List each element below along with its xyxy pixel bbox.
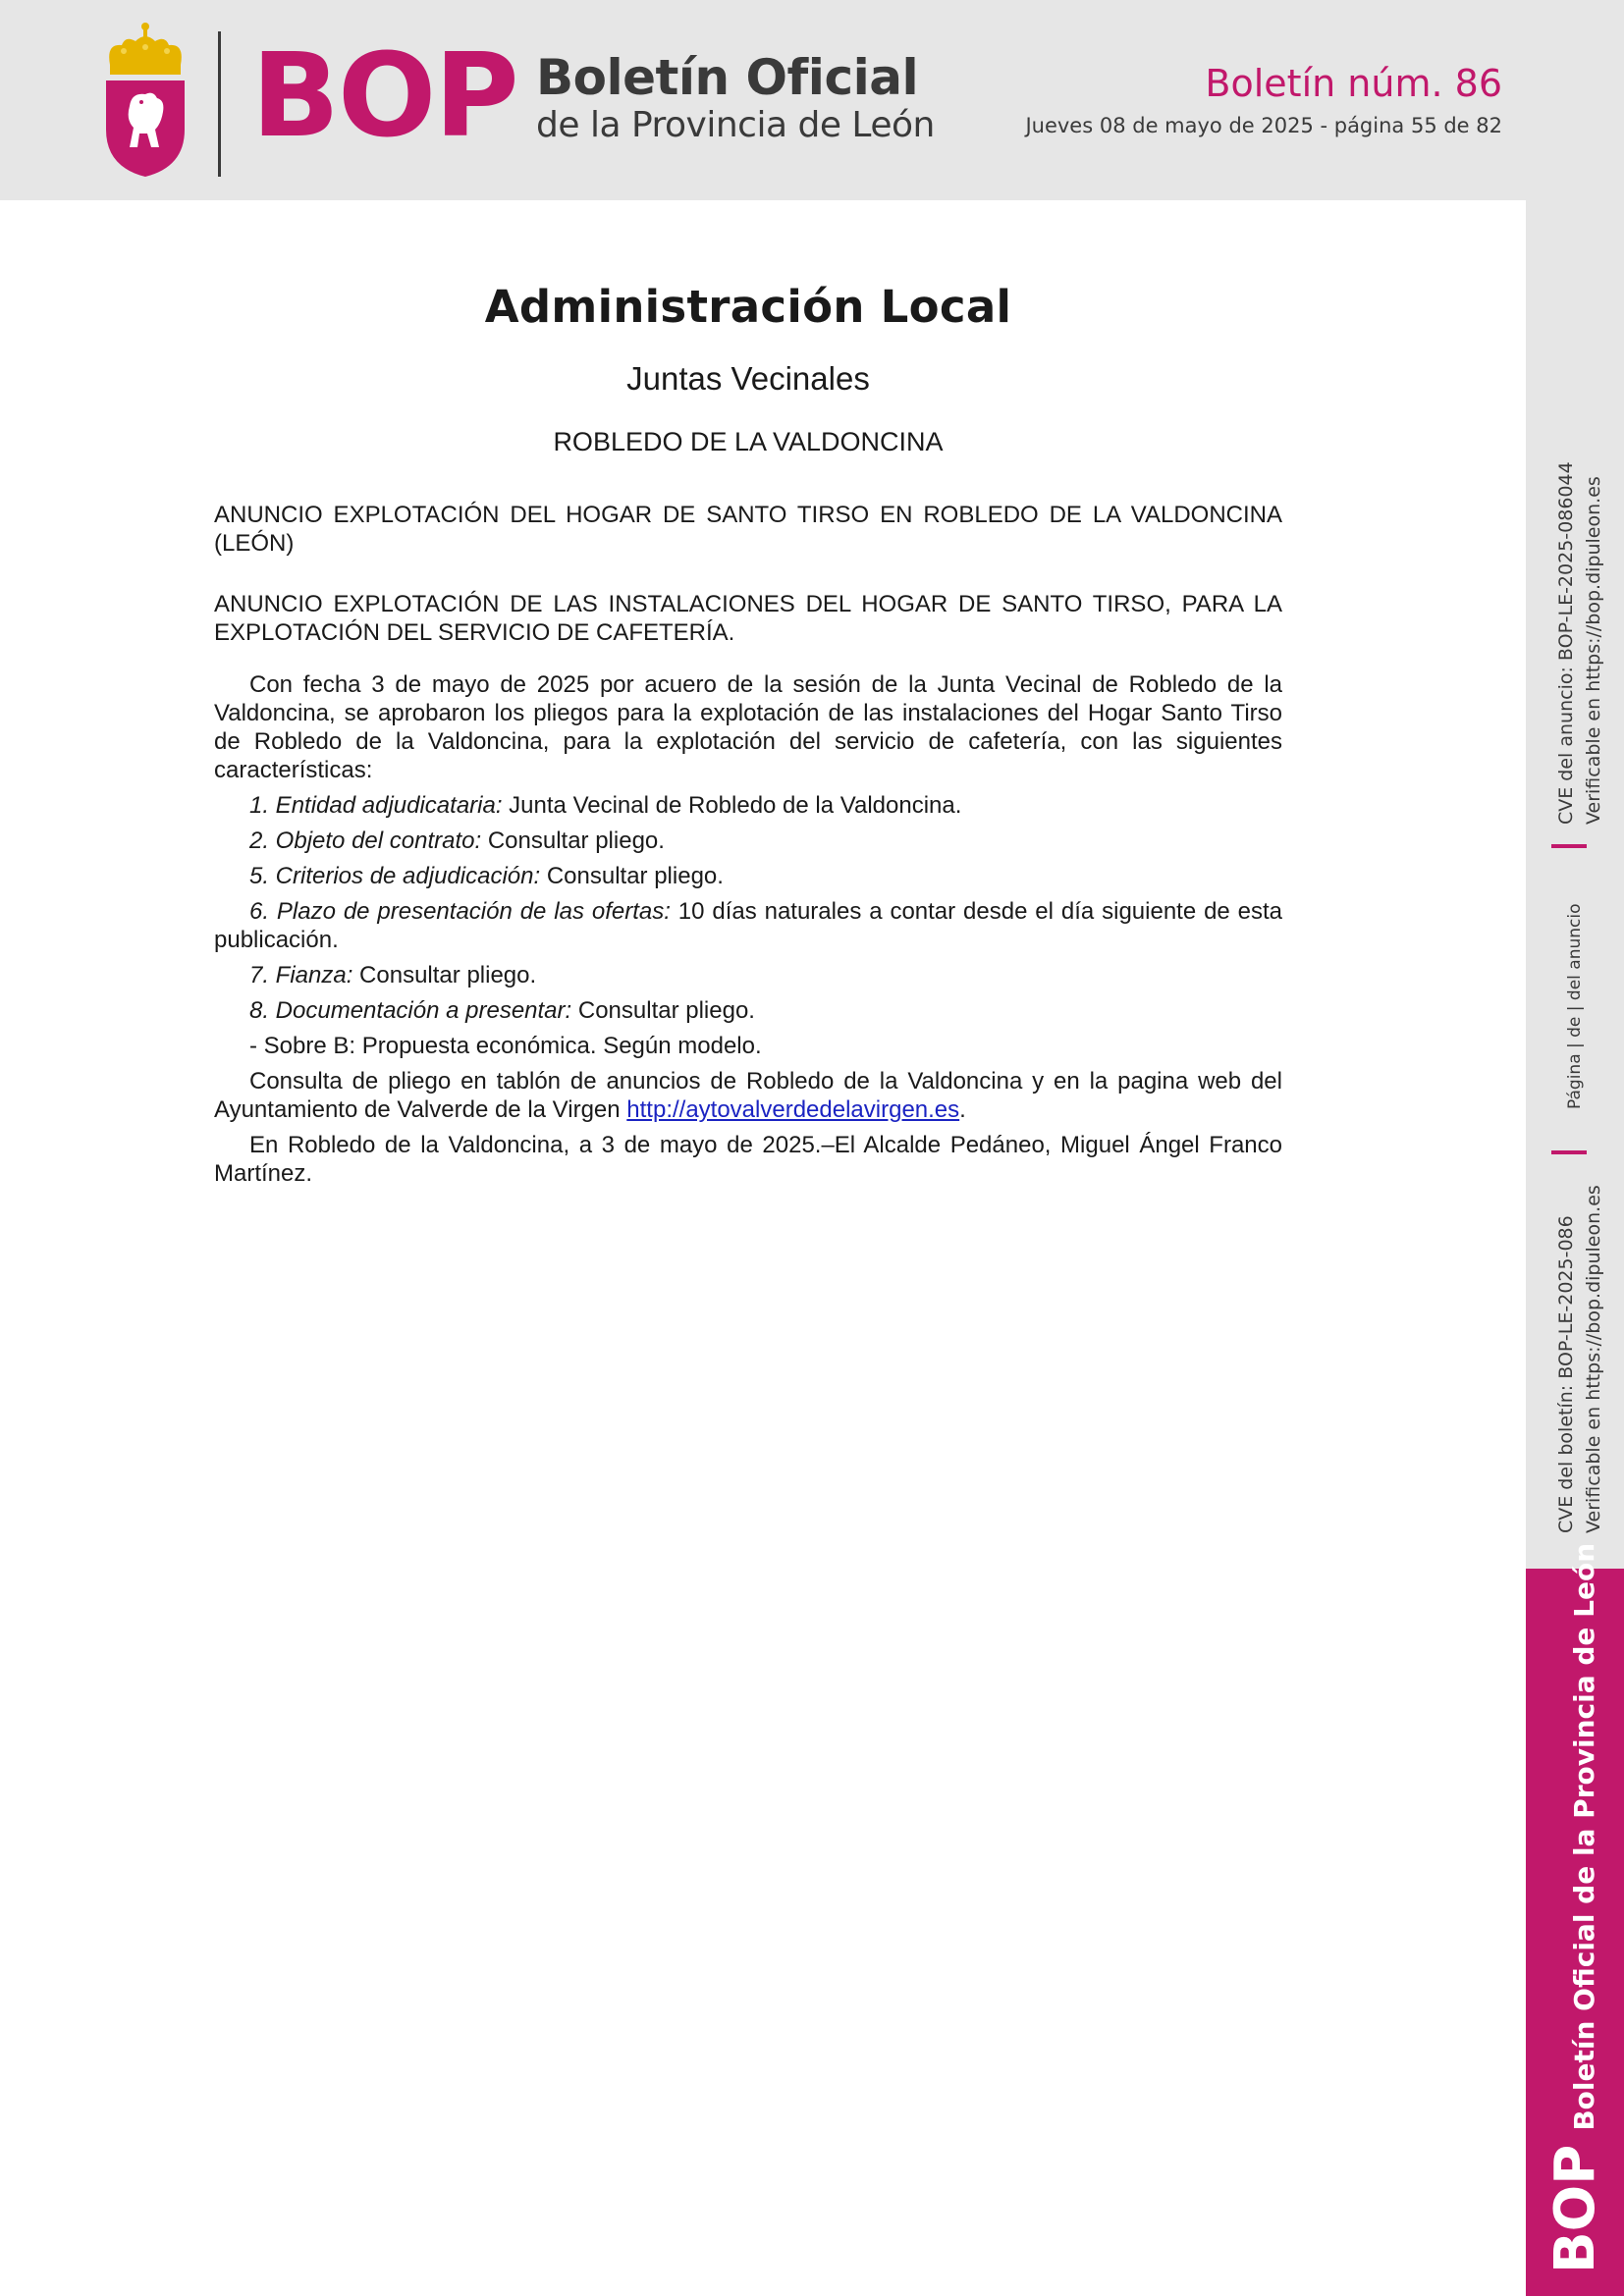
verification-url-2: Verificable en https://bop.dipuleon.es [1583, 1185, 1604, 1533]
consulta-text: Consulta de pliego en tablón de anuncios de Robledo de la Valdoncina y en la pagina web del Ayuntamiento de Valverde de la Virgen [214, 1068, 1282, 1123]
sobre-b-line: - Sobre B: Propuesta económica. Según modelo. [249, 1033, 762, 1059]
page-indicator: Página | de | del anuncio [1565, 903, 1585, 1109]
side-divider [1551, 1150, 1587, 1154]
bop-logo: BOP [251, 27, 517, 163]
subsection-title: Juntas Vecinales [626, 360, 870, 397]
cve-anuncio: CVE del anuncio: BOP-LE-2025-086044 [1555, 461, 1577, 825]
item-label: 5. Criterios de adjudicación: [249, 863, 541, 889]
item-value: 10 días naturales a contar desde el día siguiente de esta publicación. [214, 898, 1283, 953]
ayuntamiento-link[interactable]: http://aytovalverdedelavirgen.es [626, 1096, 960, 1123]
issue-number: Boletín núm. 86 [1205, 62, 1502, 105]
side-divider [1551, 844, 1587, 848]
list-item [214, 996, 1282, 1025]
item-label: 8. Documentación a presentar: [249, 997, 572, 1024]
bulletin-title: Boletín Oficial [536, 49, 919, 106]
announcement-subheading: ANUNCIO EXPLOTACIÓN DE LAS INSTALACIONES DEL HOGAR DE SANTO TIRSO, PARA LA EXPLOTACIÓN DEL SERVICIO DE CAFETERÍA. [214, 591, 1282, 646]
intro-paragraph: Con fecha 3 de mayo de 2025 por acuero de la sesión de la Junta Vecinal de Robledo de la Valdoncina, se aprobaron los pliegos para la explotación de las instalaciones del Hogar Santo Tirso de Robledo de la Valdoncina, para la explotación del servicio de cafetería, con las siguientes características: [214, 671, 1282, 783]
header-divider [218, 31, 221, 177]
entity-name: ROBLEDO DE LA VALDONCINA [553, 427, 944, 456]
list-item [214, 862, 1282, 890]
item-label: 6. Plazo de presentación de las ofertas: [249, 898, 671, 925]
list-item [214, 897, 1282, 954]
list-item [214, 791, 1282, 820]
item-value: Junta Vecinal de Robledo de la Valdoncina. [502, 792, 962, 819]
list-item [214, 827, 1282, 855]
list-item [214, 961, 1282, 989]
item-value: Consultar pliego. [571, 997, 755, 1024]
issue-date: Jueves 08 de mayo de 2025 - página 55 de 82 [1025, 114, 1502, 137]
signature-paragraph: En Robledo de la Valdoncina, a 3 de mayo de 2025.–El Alcalde Pedáneo, Miguel Ángel Franco Martínez. [214, 1132, 1282, 1187]
announcement-heading: ANUNCIO EXPLOTACIÓN DEL HOGAR DE SANTO TIRSO EN ROBLEDO DE LA VALDONCINA (LEÓN) [214, 502, 1282, 557]
item-value: Consultar pliego. [352, 962, 537, 988]
section-title: Administración Local [484, 281, 1012, 333]
document-body [214, 275, 1282, 1188]
side-brand-text: Boletín Oficial de la Provincia de León [1568, 1542, 1600, 2131]
item-label: 1. Entidad adjudicataria: [249, 792, 503, 819]
item-value: Consultar pliego. [481, 828, 665, 854]
side-brand [1543, 1543, 1607, 2273]
consulta-paragraph [214, 1067, 1282, 1124]
leon-crest-icon [102, 22, 189, 179]
bulletin-subtitle: de la Provincia de León [536, 105, 935, 145]
verification-url-1: Verificable en https://bop.dipuleon.es [1583, 476, 1604, 825]
consulta-end: . [959, 1096, 966, 1123]
item-value: Consultar pliego. [540, 863, 724, 889]
item-label: 2. Objeto del contrato: [249, 828, 482, 854]
item-label: 7. Fianza: [249, 962, 353, 988]
side-brand-bop: BOP [1543, 2144, 1607, 2273]
page-header [0, 0, 1624, 200]
cve-boletin: CVE del boletín: BOP-LE-2025-086 [1555, 1215, 1577, 1533]
